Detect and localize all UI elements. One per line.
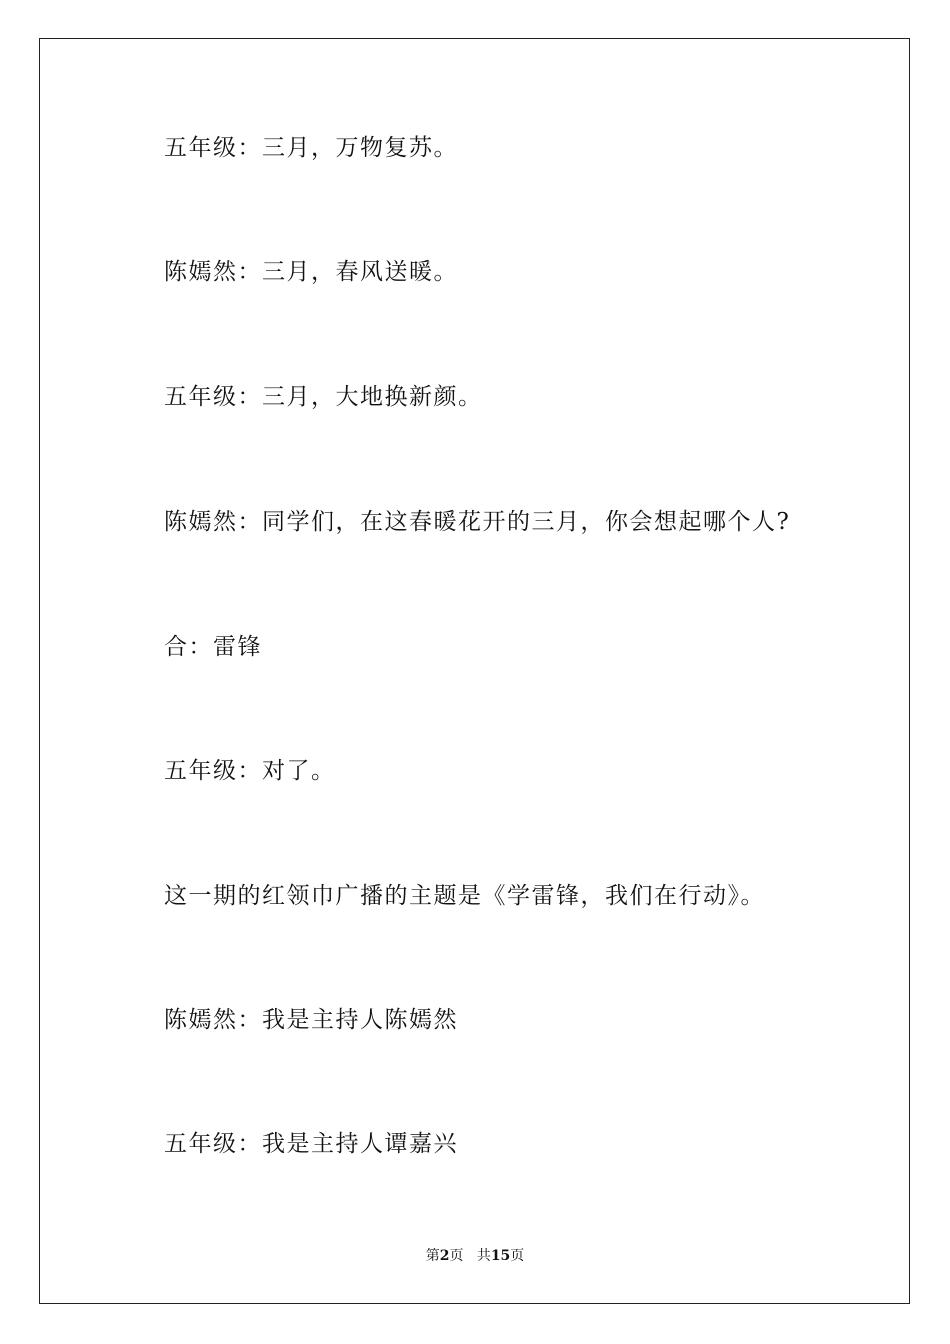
page-frame xyxy=(39,38,910,1304)
page-prefix: 第 xyxy=(425,1248,440,1264)
document-line: 合：雷锋 xyxy=(164,634,262,660)
document-line: 五年级：对了。 xyxy=(164,758,336,784)
total-suffix: 页 xyxy=(510,1248,525,1264)
document-line: 陈嫣然：同学们，在这春暖花开的三月，你会想起哪个人? xyxy=(164,509,791,535)
page-footer xyxy=(0,1247,950,1265)
document-line: 五年级：我是主持人谭嘉兴 xyxy=(164,1131,458,1157)
total-prefix: 共 xyxy=(476,1248,491,1264)
document-line: 这一期的红领巾广播的主题是《学雷锋，我们在行动》。 xyxy=(164,883,765,909)
document-line: 五年级：三月，大地换新颜。 xyxy=(164,384,483,410)
document-line: 陈嫣然：三月，春风送暖。 xyxy=(164,259,458,285)
document-line: 陈嫣然：我是主持人陈嫣然 xyxy=(164,1007,458,1033)
total-pages: 15 xyxy=(490,1248,511,1264)
page-number: 2 xyxy=(439,1248,450,1264)
document-line: 五年级：三月，万物复苏。 xyxy=(164,135,458,161)
page-suffix: 页 xyxy=(449,1248,464,1264)
